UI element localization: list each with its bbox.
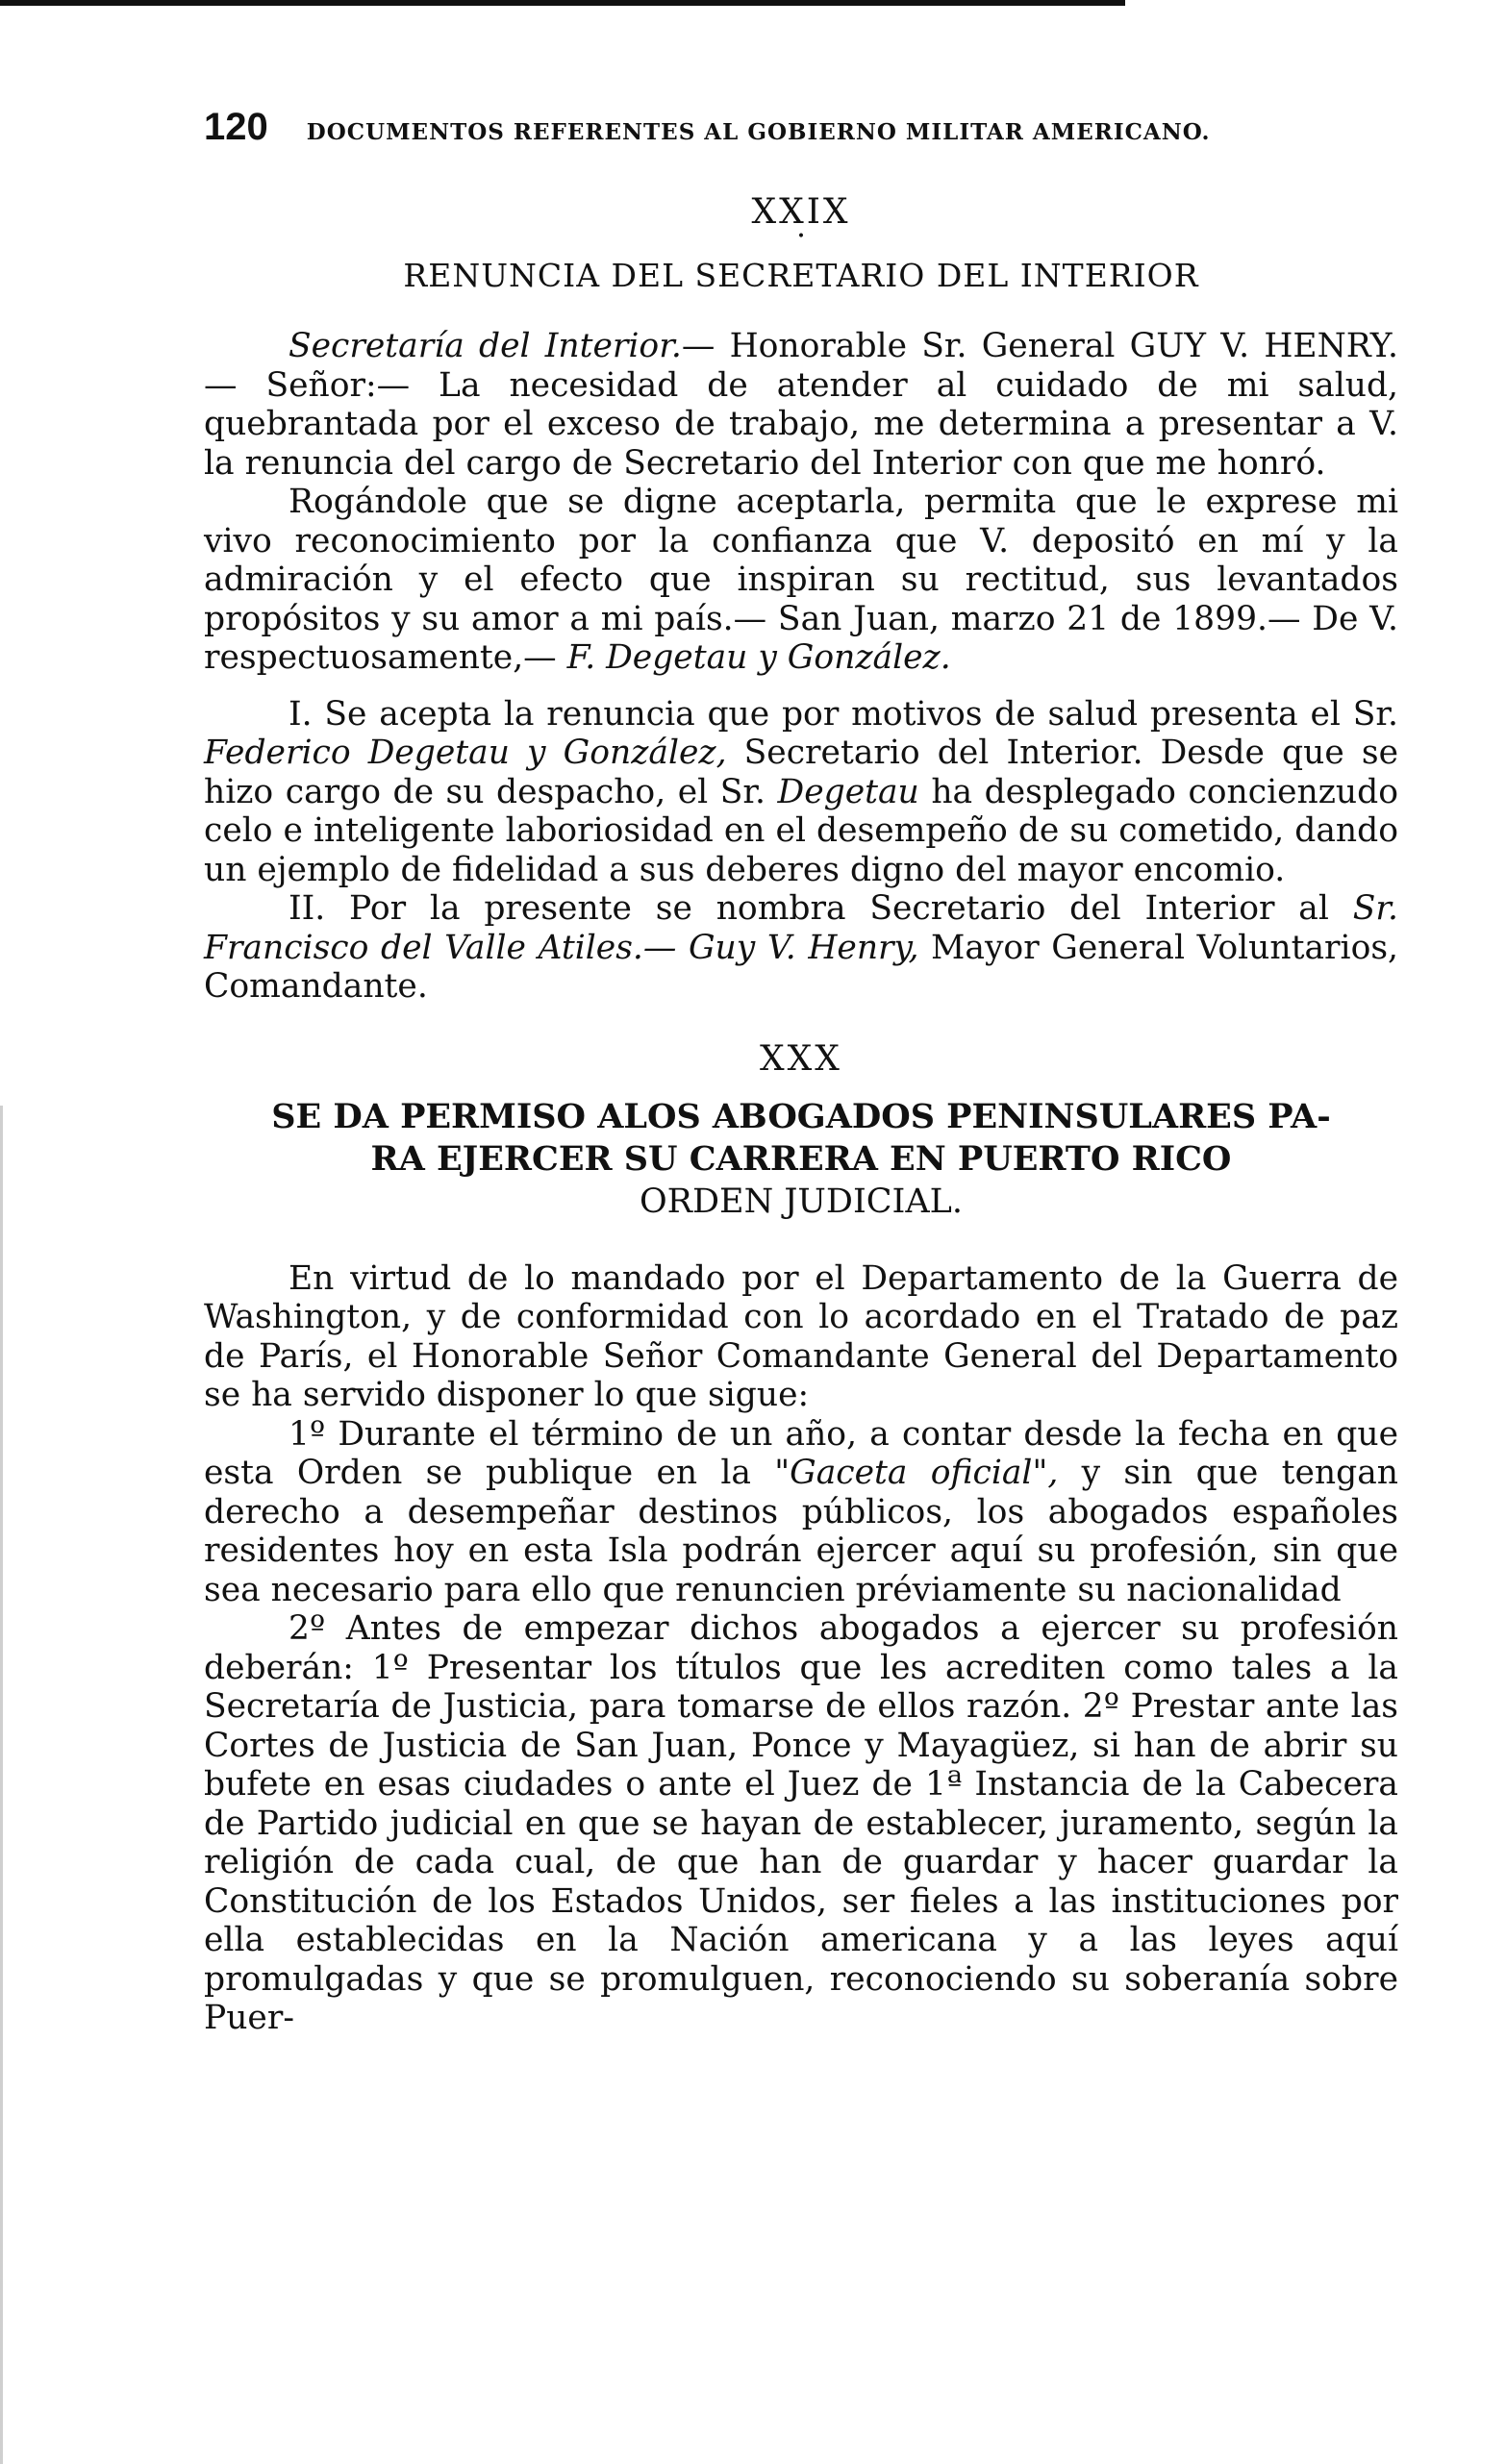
item-1-text-a: I. Se acepta la renuncia que por motivos de salud presenta el Sr. (289, 694, 1398, 734)
resolution-item-2 (204, 889, 1398, 1007)
item-2-text-a: II. Por la presente se nombra Secretario del Interior al (289, 889, 1329, 928)
letter-paragraph-1 (204, 327, 1398, 483)
item-1-text-c: ha desplegado concienzudo celo e inteligente laboriosidad en el desempeño de su cometido, dando un ejemplo de fidelidad a sus deberes digno del mayor encomio. (204, 772, 1399, 889)
order-article-1 (204, 1415, 1398, 1610)
article-1-text-b: y sin que tengan derecho a desempeñar destinos públicos, los abogados españoles residentes hoy en esta Isla podrán ejercer aquí su profesión, sin que sea necesario para ello que renuncien préviamente su nacionalidad (204, 1454, 1398, 1609)
section-30-title-line-2: RA EJERCER SU CARRERA EN PUERTO RICO (370, 1138, 1232, 1179)
section-29-title: RENUNCIA DEL SECRETARIO DEL INTERIOR (403, 257, 1199, 294)
left-edge-shadow (0, 1106, 3, 2464)
running-header (204, 106, 1398, 149)
section-30-title (204, 1096, 1398, 1223)
section-30-title-line-1: SE DA PERMISO ALOS ABOGADOS PENINSULARES PA- (271, 1096, 1331, 1136)
item-1-name: Federico Degetau y González, (204, 734, 727, 772)
section-30-numeral: XXX (760, 1038, 842, 1079)
order-intro-paragraph: En virtud de lo mandado por el Departamento de la Guerra de Washington, y de conformidad con lo acordado en el Tratado de paz de París, el Honorable Señor Comandante General del Departamento se ha servido disponer lo que sigue: (204, 1258, 1398, 1414)
section-29-numeral: XXIX (751, 192, 851, 232)
letter-intro-italic: Secretaría del Interior. (289, 327, 682, 365)
document-page (204, 106, 1398, 2038)
letter-signature: F. Degetau y González. (566, 638, 951, 677)
section-30-title-line-3: ORDEN JUDICIAL. (639, 1182, 964, 1221)
section-29-mark: • (796, 229, 806, 244)
letter-paragraph-2 (204, 483, 1398, 678)
letter-second: Rogándole que se digne aceptarla, permita que le exprese mi vivo reconocimiento por la confianza que V. depositó en mí y la admiración y el efecto que inspiran su rectitud, sus levantados propósitos y su amor a mi país.— San Juan, marzo 21 de 1899.— De V. respectuosamente,— (204, 483, 1398, 677)
item-1-surname: Degetau (777, 772, 919, 811)
item-2-name: Sr. Francisco del Valle Atiles.— Guy V. Henry, (204, 889, 1398, 967)
item-2-text-b: Mayor General Voluntarios, Comandante. (204, 928, 1399, 1006)
order-article-2: 2º Antes de empezar dichos abogados a ejercer su profesión deberán: 1º Presentar los títulos que les acrediten como tales a la Secretaría de Justicia, para tomarse de ellos razón. 2º Prestar ante las Cortes de Justicia de San Juan, Ponce y Mayagüez, si han de abrir su bufete en esas ciudades o ante el Juez de 1ª Instancia de la Cabecera de Partido judicial en que se hayan de establecer, juramento, según la religión de cada cual, de que han de guardar y hacer guardar la Constitución de los Estados Unidos, ser fieles a las instituciones por ella establecidas en la Nación americana y a las leyes aquí promulgadas y que se promulguen, reconociendo su soberanía sobre Puer- (204, 1609, 1398, 2037)
article-1-text-a: 1º Durante el término de un año, a contar desde la fecha en que esta Orden se publique en la (204, 1414, 1398, 1492)
article-1-gaceta: "Gaceta oficial", (774, 1454, 1059, 1492)
running-title: DOCUMENTOS REFERENTES AL GOBIERNO MILITAR AMERICANO. (306, 119, 1211, 145)
top-border-line (0, 0, 1125, 6)
letter-intro-rest: — Honorable Sr. General GUY V. HENRY.— Señor:— La necesidad de atender al cuidado de mi salud, quebrantada por el exceso de trabajo, me determina a presentar a V. la renuncia del cargo de Secretario del Interior con que me honró. (204, 327, 1398, 483)
page-number: 120 (204, 106, 268, 148)
resolution-item-1 (204, 695, 1398, 890)
item-1-text-b: Secretario del Interior. Desde que se hizo cargo de su despacho, el Sr. (204, 734, 1399, 811)
